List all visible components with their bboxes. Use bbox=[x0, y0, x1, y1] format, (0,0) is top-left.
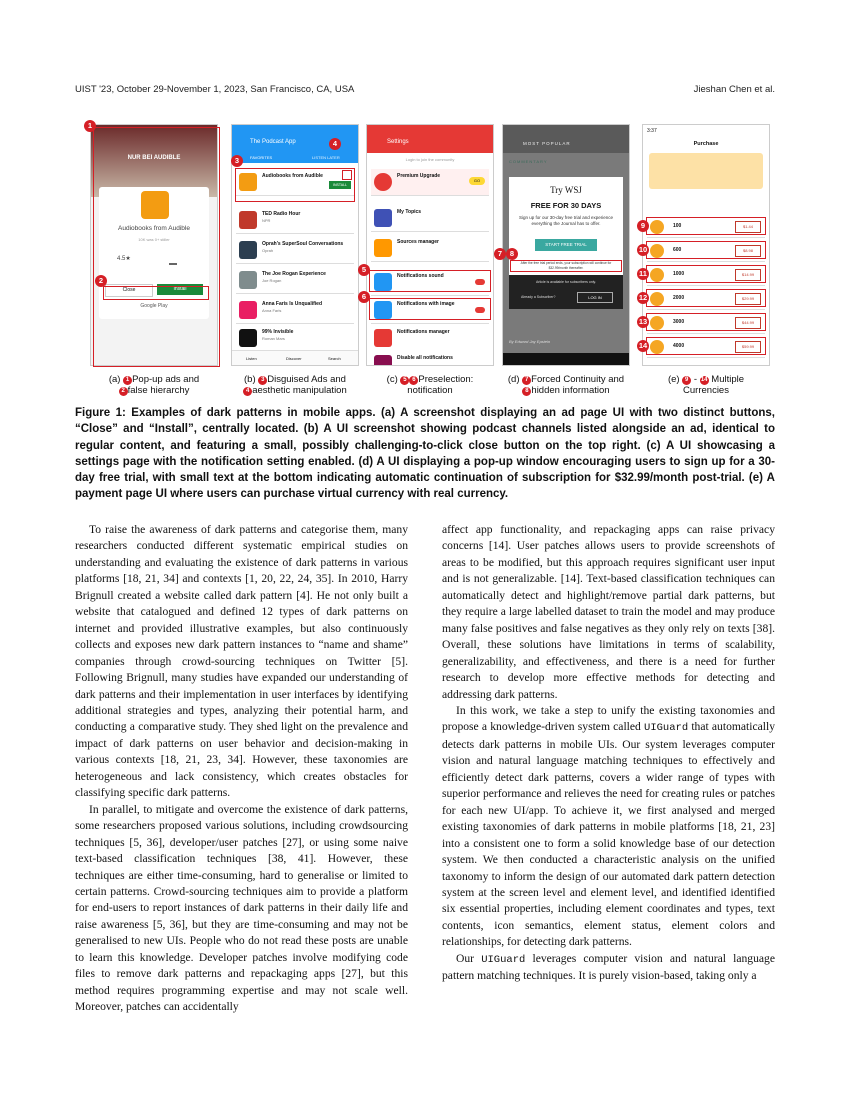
coin-amount: 1000 bbox=[673, 271, 685, 277]
manager-icon bbox=[374, 329, 392, 347]
system-name: UIGuard bbox=[481, 953, 526, 966]
badge-13: 13 bbox=[638, 317, 648, 326]
price-button[interactable]: $8.98 bbox=[735, 245, 761, 257]
highlight-box-3 bbox=[235, 168, 355, 202]
promo-banner-image bbox=[649, 153, 763, 189]
system-name: UIGuard bbox=[644, 722, 689, 735]
highlight-box-14 bbox=[646, 337, 766, 355]
log-in-button[interactable]: LOG IN bbox=[577, 292, 613, 303]
install-button[interactable]: Install bbox=[157, 284, 203, 295]
highlight-box-10 bbox=[646, 241, 766, 259]
wsj-top-bar bbox=[503, 125, 629, 153]
list-item-title: 99% Invisible bbox=[262, 329, 294, 335]
badge-9: 9 bbox=[637, 220, 649, 232]
highlight-box-12 bbox=[646, 289, 766, 307]
ad-rating: 4.5★ bbox=[117, 256, 131, 262]
trial-popup bbox=[509, 177, 623, 309]
podcast-cover-icon bbox=[239, 329, 257, 347]
list-item-subtitle: Joe Rogan bbox=[262, 278, 282, 283]
paragraph: To raise the awareness of dark patterns and categorise them, many researchers conducted different systematic empirical studies on understanding and evaluating the existence of dark patterns in various platforms [18, 21, 34] and contexts [1, 20, 22, 24, 35]. In 2010, Harry Brignull created a website called dark pattern [4]. He not only built a website that catalogued and defined 12 types of dark patterns on internet and provided illustrative examples, but also continuously collects and exposes new dark pattern instances to “name and shame” companies through crowd-sourcing techniques on Twitter [5]. Following Brignull, many studies have expanded our understanding of dark patterns and their implementation in user interfaces by identifying additional strategies and types, analyzing their potential harm, and conducting a comparative study. They shed light on the prevalence and impact of dark patterns on user behavior and decision-making in various contexts [18, 21, 23, 34]. However, these taxonomies are heterogeneous and lack consistency, which creates obstacles for classifying specific dark patterns. bbox=[75, 523, 408, 800]
paragraph: affect app functionality, and repackaging apps can raise privacy concerns [14]. User patches allows users to provide screenshots of areas to be modified, but this approach requires significant user input and is not generalizable. [14]. Text-based classification techniques can automatically detect and highlight/remove partial dark patterns, but they require a large labelled dataset to train the model and may produce many false positives and false negatives as they only rely on texts [38]. Overall, these solutions have limitations in terms of scalability, generalizability, and effectiveness, and there is a need for further research to develop more effective methods for detecting and addressing dark patterns. bbox=[442, 523, 775, 701]
start-free-trial-button[interactable]: START FREE TRIAL bbox=[535, 239, 597, 251]
list-item-subtitle: Anna Faris bbox=[262, 308, 282, 313]
trial-description: Sign up for our 30-day free trial and experience everything the Journal has to offer. bbox=[518, 215, 614, 226]
running-header-right: Jieshan Chen et al. bbox=[693, 84, 775, 95]
podcast-cover-icon bbox=[239, 241, 257, 259]
podcast-cover-icon bbox=[239, 301, 257, 319]
commentary-label: COMMENTARY bbox=[509, 159, 548, 164]
premium-label: Premium Upgrade bbox=[397, 173, 441, 179]
badge-11: 11 bbox=[637, 268, 649, 280]
badge-5: 5 bbox=[358, 264, 370, 276]
badge-10: 10 bbox=[638, 245, 648, 254]
highlight-box-2 bbox=[103, 286, 209, 300]
list-item[interactable] bbox=[236, 237, 354, 264]
status-time: 3:37 bbox=[647, 128, 657, 134]
price-button[interactable]: $14.99 bbox=[735, 269, 761, 281]
price-button[interactable]: $29.99 bbox=[735, 293, 761, 305]
disable-icon bbox=[374, 355, 392, 366]
list-item[interactable] bbox=[236, 207, 354, 234]
price-button[interactable]: $59.99 bbox=[735, 341, 761, 353]
purchase-title: Purchase bbox=[693, 141, 719, 147]
badge-8: 8 bbox=[506, 248, 518, 260]
price-button[interactable]: $1.44 bbox=[735, 221, 761, 233]
google-play-label: Google Play bbox=[140, 303, 168, 309]
highlight-box-13 bbox=[646, 313, 766, 331]
android-nav-bar bbox=[503, 353, 629, 365]
coin-amount: 600 bbox=[673, 247, 682, 253]
badge-4: 4 bbox=[329, 138, 341, 150]
login-prompt[interactable]: Login to join the community bbox=[405, 157, 455, 162]
settings-row[interactable] bbox=[371, 235, 489, 262]
paragraph: In parallel, to mitigate and overcome the existence of dark patterns, some researchers proposed various solutions, including crowdsourcing techniques [5, 36], developer/user patches [27], or using some naive text-based classification techniques [38, 41]. However, these techniques are either time-consuming, hard to generalise or limited to certain patterns. Crowd-sourcing techniques aim to provide a platform for end-users to report instances of dark patterns in their daily life and raise awareness [5, 36], but they are time-consuming and may not be generalised to new UIs. People who do not read these posts are unable to learn this knowledge. Developer patches involve modifying code files to remove dark patterns and repackaging apps [27], but this method requires programming expertise and may not scale well. Moreover, patches can accidentally bbox=[75, 802, 408, 1014]
subcaption-b: (b) 3 Disguised Ads and 4 aesthetic manipulation bbox=[244, 374, 347, 396]
running-header-left: UIST '23, October 29-November 1, 2023, San Francisco, CA, USA bbox=[75, 84, 355, 95]
list-item-subtitle: Roman Mars bbox=[262, 336, 285, 341]
list-item-title: TED Radio Hour bbox=[262, 211, 301, 217]
body-column-right bbox=[442, 522, 775, 985]
settings-row[interactable] bbox=[371, 351, 489, 366]
list-item-title: The Joe Rogan Experience bbox=[262, 271, 326, 277]
ad-row-title: Audiobooks from Audible bbox=[262, 173, 323, 179]
settings-row-label: Sources manager bbox=[397, 239, 439, 245]
badge-7: 7 bbox=[494, 248, 506, 260]
try-wsj-title: Try WSJ bbox=[550, 185, 582, 195]
settings-row-label: Notifications sound bbox=[397, 273, 444, 279]
premium-row[interactable] bbox=[371, 169, 489, 196]
coin-amount: 4000 bbox=[673, 343, 685, 349]
coin-amount: 3000 bbox=[673, 319, 685, 325]
settings-row-label: My Topics bbox=[397, 209, 422, 215]
highlight-box-4 bbox=[342, 170, 352, 180]
screenshot-b bbox=[231, 124, 359, 366]
nav-search[interactable]: Search bbox=[328, 356, 341, 361]
topics-icon bbox=[374, 209, 392, 227]
ad-app-name: Audiobooks from Audible bbox=[118, 225, 190, 232]
subcaption-d: (d) 7 Forced Continuity and 8 hidden information bbox=[507, 374, 625, 396]
highlight-box-5 bbox=[369, 270, 491, 292]
free-30-days: FREE FOR 30 DAYS bbox=[530, 201, 602, 210]
subcaption-a: (a) 1 Pop-up ads and 2 false hierarchy bbox=[108, 374, 200, 396]
coin-amount: 100 bbox=[673, 223, 682, 229]
screenshot-c bbox=[366, 124, 494, 366]
figure-1 bbox=[87, 121, 770, 396]
go-button[interactable]: GO bbox=[469, 177, 485, 185]
list-item-title: Oprah's SuperSoul Conversations bbox=[262, 241, 344, 247]
nav-listen[interactable]: Listen bbox=[246, 356, 257, 361]
figure-caption: Figure 1: Examples of dark patterns in mobile apps. (a) A screenshot displaying an ad page UI with two distinct buttons, “Close” and “Install”, centrally located. (b) A UI screenshot showing podcast channels listed alongside an ad, identical to regular content, and featuring a small, possibly challenging-to-click close button on the top right. (c) A UI showcasing a settings page with the notification setting enabled. (d) A UI displaying a pop-up window encouraging users to sign up for a 30-day free trial, with small text at the bottom indicating automatic continuation of subscription for $32.99/month post-trial. (e) A payment page UI where users can purchase virtual currency with real currency. bbox=[75, 407, 775, 501]
sources-icon bbox=[374, 239, 392, 257]
close-button[interactable]: Close bbox=[105, 284, 153, 297]
highlight-box-9 bbox=[646, 217, 766, 235]
list-item[interactable] bbox=[236, 325, 354, 352]
popup-footer bbox=[509, 275, 623, 309]
tab-favorites[interactable]: FAVORITES bbox=[250, 155, 273, 160]
highlight-box-1 bbox=[93, 127, 220, 367]
bottom-nav bbox=[232, 350, 358, 365]
tab-listen-later[interactable]: LISTEN LATER bbox=[312, 155, 340, 160]
badge-6: 6 bbox=[358, 291, 370, 303]
subscriber-only-text: Article is available for subscribers only. bbox=[535, 280, 597, 284]
subcaption-c: (c) 5 6 Preselection: notification bbox=[386, 374, 474, 396]
settings-row-label: Notifications manager bbox=[397, 329, 450, 335]
ad-top-text: NUR BEI AUDIBLE bbox=[127, 155, 181, 161]
crown-icon bbox=[374, 173, 392, 191]
coin-amount: 2000 bbox=[673, 295, 685, 301]
podcast-cover-icon bbox=[239, 211, 257, 229]
podcast-cover-icon bbox=[239, 271, 257, 289]
badge-1: 1 bbox=[84, 120, 96, 132]
price-button[interactable]: $44.99 bbox=[735, 317, 761, 329]
settings-title: Settings bbox=[387, 139, 409, 145]
list-item-title: Anna Faris Is Unqualified bbox=[262, 301, 323, 307]
podcast-app-title: The Podcast App bbox=[250, 139, 296, 145]
badge-14: 14 bbox=[638, 341, 648, 350]
badge-2: 2 bbox=[95, 275, 107, 287]
hidden-fine-print: After the free trial period ends, your subscription will continue for $32.99/month thereafter. bbox=[520, 261, 612, 270]
ad-install-button[interactable]: INSTALL bbox=[329, 181, 351, 189]
list-item[interactable] bbox=[236, 297, 354, 324]
paragraph: Our UIGuard leverages computer vision and natural language pattern matching techniques. It is purely vision-based, taking only a bbox=[442, 951, 775, 983]
settings-row[interactable] bbox=[371, 325, 489, 352]
settings-row[interactable] bbox=[371, 205, 489, 232]
list-item-subtitle: Oprah bbox=[262, 248, 274, 253]
most-popular-label: MOST POPULAR bbox=[523, 141, 571, 146]
highlight-box-6 bbox=[369, 298, 491, 320]
list-item[interactable] bbox=[236, 267, 354, 294]
paragraph: In this work, we take a step to unify the existing taxonomies and propose a knowledge-driven system called UIGuard that automatically detects dark patterns in mobile UIs. Our system leverages computer vision and natural language matching techniques to effectively and efficiently detect dark patterns, covers a wider range of types with superior performance and relieves the need for creating rules or patches for each new UI/app. To achieve it, we first analysed and merged existing taxonomies of dark patterns in mobile platforms [18, 21, 23] into a consistent one to form a solid knowledge base of our detection system. We then conducted a characteristic analysis on the unified taxonomy to inform the design of our automated dark pattern detection system at the screen level and element level, and identified identified six essential properties, including element coordinates and types, text contents, icon semantics, element status, element colors and relationships, for detecting dark patterns. bbox=[442, 703, 776, 949]
nav-discover[interactable]: Discover bbox=[286, 356, 302, 361]
screenshot-d bbox=[502, 124, 630, 366]
badge-12: 12 bbox=[638, 293, 648, 302]
settings-row-label: Notifications with image bbox=[397, 301, 455, 307]
list-item-subtitle: NPR bbox=[262, 218, 271, 223]
subcaption-e: (e) 9 - 14 Multiple Currencies bbox=[667, 374, 745, 396]
ad-meta: 10K was 0+ stiller bbox=[138, 237, 170, 242]
byline: By Edward Jay Epstein bbox=[509, 339, 551, 344]
settings-app-bar bbox=[367, 125, 493, 153]
highlight-box-11 bbox=[646, 265, 766, 283]
already-subscriber-text: Already a Subscriber? bbox=[521, 295, 556, 299]
body-column-left bbox=[75, 522, 408, 1016]
badge-3: 3 bbox=[231, 155, 243, 167]
settings-row-label: Disable all notifications bbox=[397, 355, 453, 361]
highlight-box-7-8 bbox=[510, 260, 622, 272]
